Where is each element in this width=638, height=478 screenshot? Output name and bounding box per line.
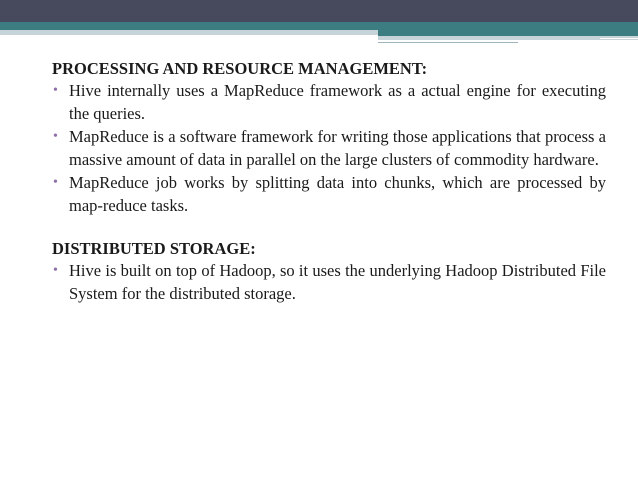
storage-bullet-list (52, 260, 606, 305)
header-band-light-tail (378, 36, 638, 40)
bullet-icon: • (53, 175, 58, 190)
bullet-text: Hive internally uses a MapReduce framework as a actual engine for executing the queries. (69, 81, 606, 123)
processing-bullet-list (52, 80, 606, 217)
header-band-teal (0, 22, 638, 30)
bullet-icon: • (53, 263, 58, 278)
bullet-text: MapReduce is a software framework for writing those applications that process a massive amount of data in parallel on the large clusters of commodity hardware. (69, 127, 606, 169)
list-item (52, 260, 606, 305)
section-heading-storage: DISTRIBUTED STORAGE: (52, 239, 256, 258)
header-band-light (0, 30, 378, 35)
header-band-dark (0, 0, 638, 22)
bullet-text: Hive is built on top of Hadoop, so it uses the underlying Hadoop Distributed File System for the distributed storage. (69, 261, 606, 303)
list-item (52, 126, 606, 171)
bullet-icon: • (53, 129, 58, 144)
section-spacer (52, 218, 606, 238)
header-accent-line-2 (600, 38, 638, 39)
header-accent-line (378, 42, 518, 43)
list-item (52, 80, 606, 125)
slide-content (52, 58, 606, 306)
bullet-icon: • (53, 83, 58, 98)
bullet-text: MapReduce job works by splitting data into chunks, which are processed by map-reduce tasks. (69, 173, 606, 215)
list-item (52, 172, 606, 217)
section-heading-processing: PROCESSING AND RESOURCE MANAGEMENT: (52, 59, 428, 78)
